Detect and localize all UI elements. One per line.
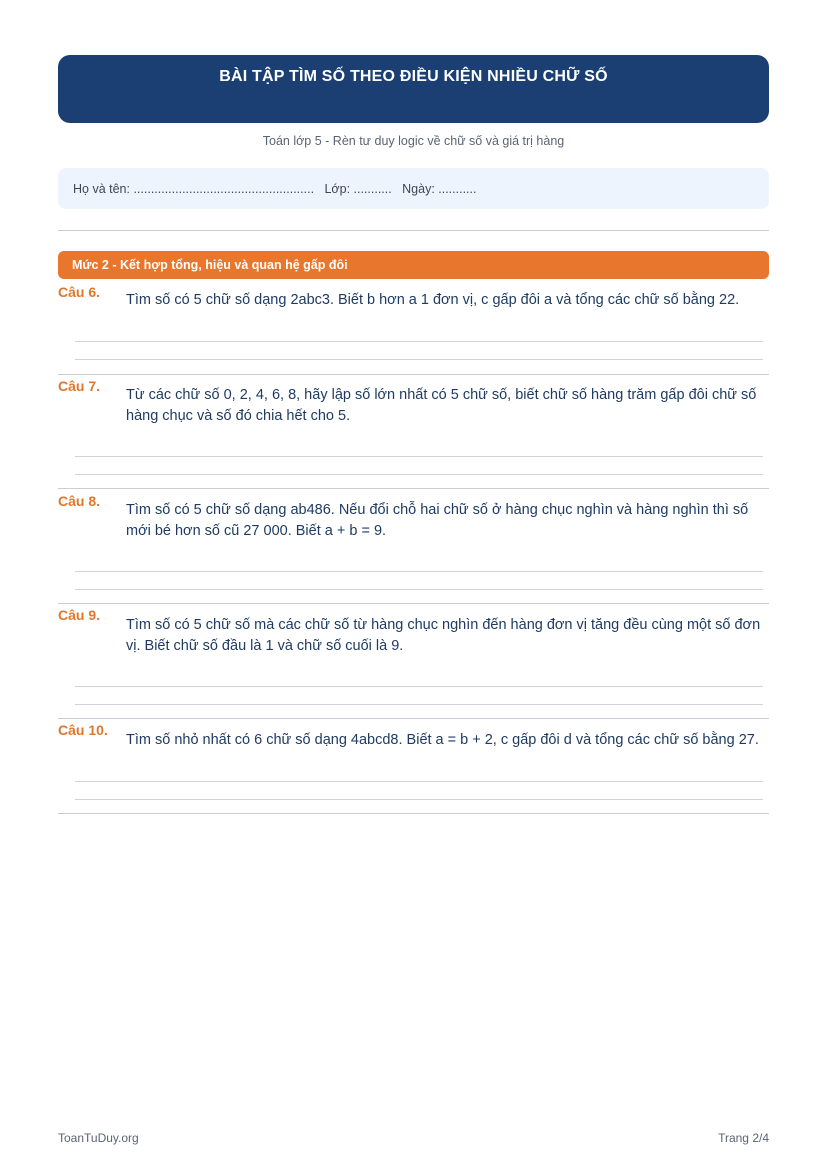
worksheet-header [58, 55, 769, 123]
level-heading: Mức 2 - Kết hợp tổng, hiệu và quan hệ gấp đôi [58, 251, 769, 279]
student-info-box [58, 168, 769, 209]
question-divider [58, 488, 769, 489]
question-label: Câu 10. [58, 722, 108, 738]
question-label: Câu 7. [58, 378, 101, 394]
footer-page-number: Trang 2/4 [718, 1131, 769, 1145]
class-field: Lớp: ........... [324, 181, 392, 196]
question-text: Từ các chữ số 0, 2, 4, 6, 8, hãy lập số lớn nhất có 5 chữ số, biết chữ số hàng trăm gấp đôi chữ số hàng chục và số đó chia hết cho 5. [126, 387, 757, 424]
answer-line [75, 686, 763, 687]
info-spacer [314, 182, 324, 196]
answer-line [75, 781, 763, 782]
answer-line [75, 456, 763, 457]
footer-site: ToanTuDuy.org [58, 1131, 139, 1145]
answer-line [75, 571, 763, 572]
section-divider [58, 230, 769, 231]
name-field: Họ và tên: .................................................... [73, 181, 315, 196]
question-label: Câu 9. [58, 607, 101, 623]
worksheet-title: BÀI TẬP TÌM SỐ THEO ĐIỀU KIỆN NHIỀU CHỮ SỐ [219, 68, 608, 85]
answer-line [75, 341, 763, 342]
date-field: Ngày: ........... [402, 181, 477, 196]
question-divider [58, 603, 769, 604]
question-text: Tìm số có 5 chữ số dạng 2abc3. Biết b hơn a 1 đơn vị, c gấp đôi a và tổng các chữ số bằng 22. [126, 292, 740, 308]
answer-line [75, 359, 763, 360]
question-label: Câu 6. [58, 284, 101, 300]
question-divider [58, 718, 769, 719]
question-text: Tìm số có 5 chữ số dạng ab486. Nếu đổi chỗ hai chữ số ở hàng chục nghìn và hàng nghìn thì số mới bé hơn số cũ 27 000. Biết a + b = 9. [126, 502, 749, 539]
answer-line [75, 589, 763, 590]
question-divider [58, 813, 769, 814]
worksheet-subtitle: Toán lớp 5 - Rèn tư duy logic về chữ số và giá trị hàng [262, 134, 565, 148]
question-divider [58, 374, 769, 375]
question-text: Tìm số có 5 chữ số mà các chữ số từ hàng chục nghìn đến hàng đơn vị tăng đều cùng một số đơn vị. Biết chữ số đầu là 1 và chữ số cuối là 9. [126, 617, 761, 654]
info-spacer [392, 182, 402, 196]
answer-line [75, 799, 763, 800]
answer-line [75, 474, 763, 475]
answer-line [75, 704, 763, 705]
question-text: Tìm số nhỏ nhất có 6 chữ số dạng 4abcd8. Biết a = b + 2, c gấp đôi d và tổng các chữ số bằng 27. [126, 732, 759, 748]
question-label: Câu 8. [58, 493, 101, 509]
